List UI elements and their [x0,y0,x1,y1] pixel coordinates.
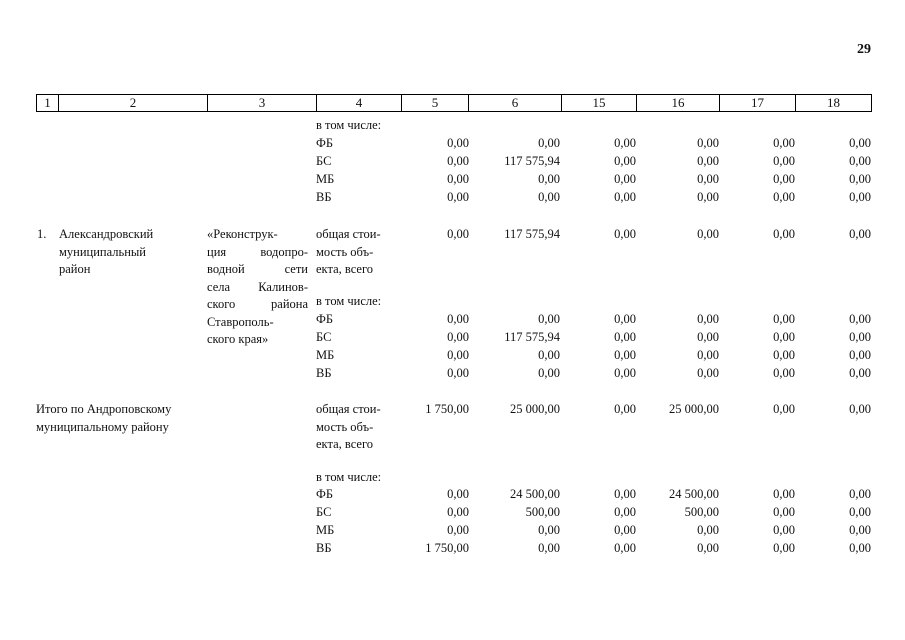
total-value-cell-6: 25 000,00 [510,402,560,416]
value-cell-18: 0,00 [849,541,871,555]
fund-label: ФБ [316,136,334,150]
header-cell-1: 1 [37,95,59,111]
value-cell-16: 0,00 [697,312,719,326]
value-cell-5: 0,00 [447,348,469,362]
value-cell-15: 0,00 [614,541,636,555]
fund-label: ВБ [316,190,332,204]
label-in-that-number: в том числе: [316,118,382,132]
header-cell-16: 16 [637,95,720,111]
value-cell-18: 0,00 [849,505,871,519]
value-cell-17: 0,00 [773,505,795,519]
fund-label: ВБ [316,366,332,380]
value-cell-17: 0,00 [773,523,795,537]
fund-label: МБ [316,523,335,537]
value-cell-17: 0,00 [773,154,795,168]
value-cell-16: 0,00 [697,136,719,150]
total-label-line-1: Итого по Андроповскому [36,402,172,416]
row-number: 1. [37,227,47,241]
value-cell-5: 0,00 [447,136,469,150]
fund-label: МБ [316,172,335,186]
total-value-cell-18: 0,00 [849,227,871,241]
value-cell-16: 500,00 [684,505,719,519]
object-name-line-4: села Калинов- [207,279,308,294]
header-cell-3: 3 [208,95,317,111]
value-cell-15: 0,00 [614,190,636,204]
value-cell-17: 0,00 [773,366,795,380]
value-cell-17: 0,00 [773,136,795,150]
value-cell-18: 0,00 [849,172,871,186]
total-value-cell-18: 0,00 [849,402,871,416]
value-cell-18: 0,00 [849,312,871,326]
total-value-cell-17: 0,00 [773,402,795,416]
value-cell-18: 0,00 [849,330,871,344]
value-cell-15: 0,00 [614,348,636,362]
value-cell-18: 0,00 [849,523,871,537]
value-cell-15: 0,00 [614,487,636,501]
value-cell-18: 0,00 [849,154,871,168]
district-name-line-3: район [59,262,91,276]
value-cell-15: 0,00 [614,330,636,344]
district-name-line-2: муниципальный [59,244,146,259]
value-cell-16: 24 500,00 [669,487,719,501]
total-value-cell-17: 0,00 [773,227,795,241]
value-cell-15: 0,00 [614,523,636,537]
label-in-that-number: в том числе: [316,294,382,308]
value-cell-5: 0,00 [447,330,469,344]
total-value-cell-6: 117 575,94 [504,227,560,241]
value-cell-5: 0,00 [447,312,469,326]
value-cell-15: 0,00 [614,136,636,150]
value-cell-6: 0,00 [538,366,560,380]
value-cell-17: 0,00 [773,190,795,204]
value-cell-17: 0,00 [773,487,795,501]
header-cell-2: 2 [59,95,208,111]
value-cell-6: 0,00 [538,348,560,362]
value-cell-16: 0,00 [697,523,719,537]
total-label-line-2: муниципальному району [36,419,169,434]
object-name-line-5: ского района [207,297,308,311]
value-cell-6: 0,00 [538,312,560,326]
total-value-cell-15: 0,00 [614,227,636,241]
value-cell-5: 0,00 [447,190,469,204]
fund-label: ФБ [316,487,334,501]
value-cell-15: 0,00 [614,172,636,186]
table-header-row [36,94,872,112]
value-cell-15: 0,00 [614,505,636,519]
value-cell-16: 0,00 [697,366,719,380]
value-cell-15: 0,00 [614,312,636,326]
value-cell-18: 0,00 [849,366,871,380]
value-cell-6: 500,00 [525,505,560,519]
value-cell-5: 0,00 [447,505,469,519]
value-cell-5: 0,00 [447,154,469,168]
value-cell-5: 1 750,00 [425,541,469,555]
total-cost-label-line-2: мость объ- [316,419,374,434]
fund-label: БС [316,330,332,344]
object-name-line-1: «Реконструк- [207,227,278,241]
value-cell-17: 0,00 [773,172,795,186]
value-cell-15: 0,00 [614,154,636,168]
value-cell-5: 0,00 [447,523,469,537]
value-cell-18: 0,00 [849,348,871,362]
fund-label: БС [316,154,332,168]
object-name-line-6: Ставрополь- [207,314,274,329]
total-cost-label-line-1: общая стои- [316,402,381,416]
total-value-cell-5: 1 750,00 [425,402,469,416]
value-cell-6: 0,00 [538,172,560,186]
page-number: 29 [857,42,871,57]
total-value-cell-5: 0,00 [447,227,469,241]
value-cell-6: 0,00 [538,190,560,204]
total-cost-label-line-2: мость объ- [316,244,374,259]
fund-label: МБ [316,348,335,362]
fund-label: ФБ [316,312,334,326]
object-name-line-7: ского края» [207,332,269,346]
total-value-cell-16: 25 000,00 [669,402,719,416]
header-cell-5: 5 [402,95,469,111]
header-cell-4: 4 [317,95,402,111]
value-cell-6: 24 500,00 [510,487,560,501]
value-cell-18: 0,00 [849,136,871,150]
object-name-line-2: ция водопро- [207,244,308,259]
district-name-line-1: Александровский [59,227,154,241]
value-cell-17: 0,00 [773,348,795,362]
total-cost-label-line-1: общая стои- [316,227,381,241]
label-in-that-number: в том числе: [316,470,382,484]
fund-label: БС [316,505,332,519]
total-cost-label-line-3: екта, всего [316,262,374,276]
value-cell-17: 0,00 [773,312,795,326]
value-cell-18: 0,00 [849,487,871,501]
total-value-cell-15: 0,00 [614,402,636,416]
value-cell-16: 0,00 [697,541,719,555]
value-cell-5: 0,00 [447,487,469,501]
value-cell-6: 0,00 [538,136,560,150]
header-cell-15: 15 [562,95,637,111]
value-cell-16: 0,00 [697,348,719,362]
value-cell-17: 0,00 [773,330,795,344]
value-cell-6: 0,00 [538,523,560,537]
total-value-cell-16: 0,00 [697,227,719,241]
value-cell-6: 117 575,94 [504,330,560,344]
value-cell-5: 0,00 [447,172,469,186]
header-cell-17: 17 [720,95,796,111]
value-cell-15: 0,00 [614,366,636,380]
value-cell-16: 0,00 [697,190,719,204]
value-cell-16: 0,00 [697,154,719,168]
value-cell-6: 117 575,94 [504,154,560,168]
value-cell-6: 0,00 [538,541,560,555]
fund-label: ВБ [316,541,332,555]
header-cell-18: 18 [827,95,840,110]
value-cell-18: 0,00 [849,190,871,204]
object-name-line-3: водной сети [207,262,308,276]
value-cell-16: 0,00 [697,330,719,344]
value-cell-16: 0,00 [697,172,719,186]
value-cell-17: 0,00 [773,541,795,555]
total-cost-label-line-3: екта, всего [316,437,374,451]
header-cell-6: 6 [469,95,562,111]
value-cell-5: 0,00 [447,366,469,380]
